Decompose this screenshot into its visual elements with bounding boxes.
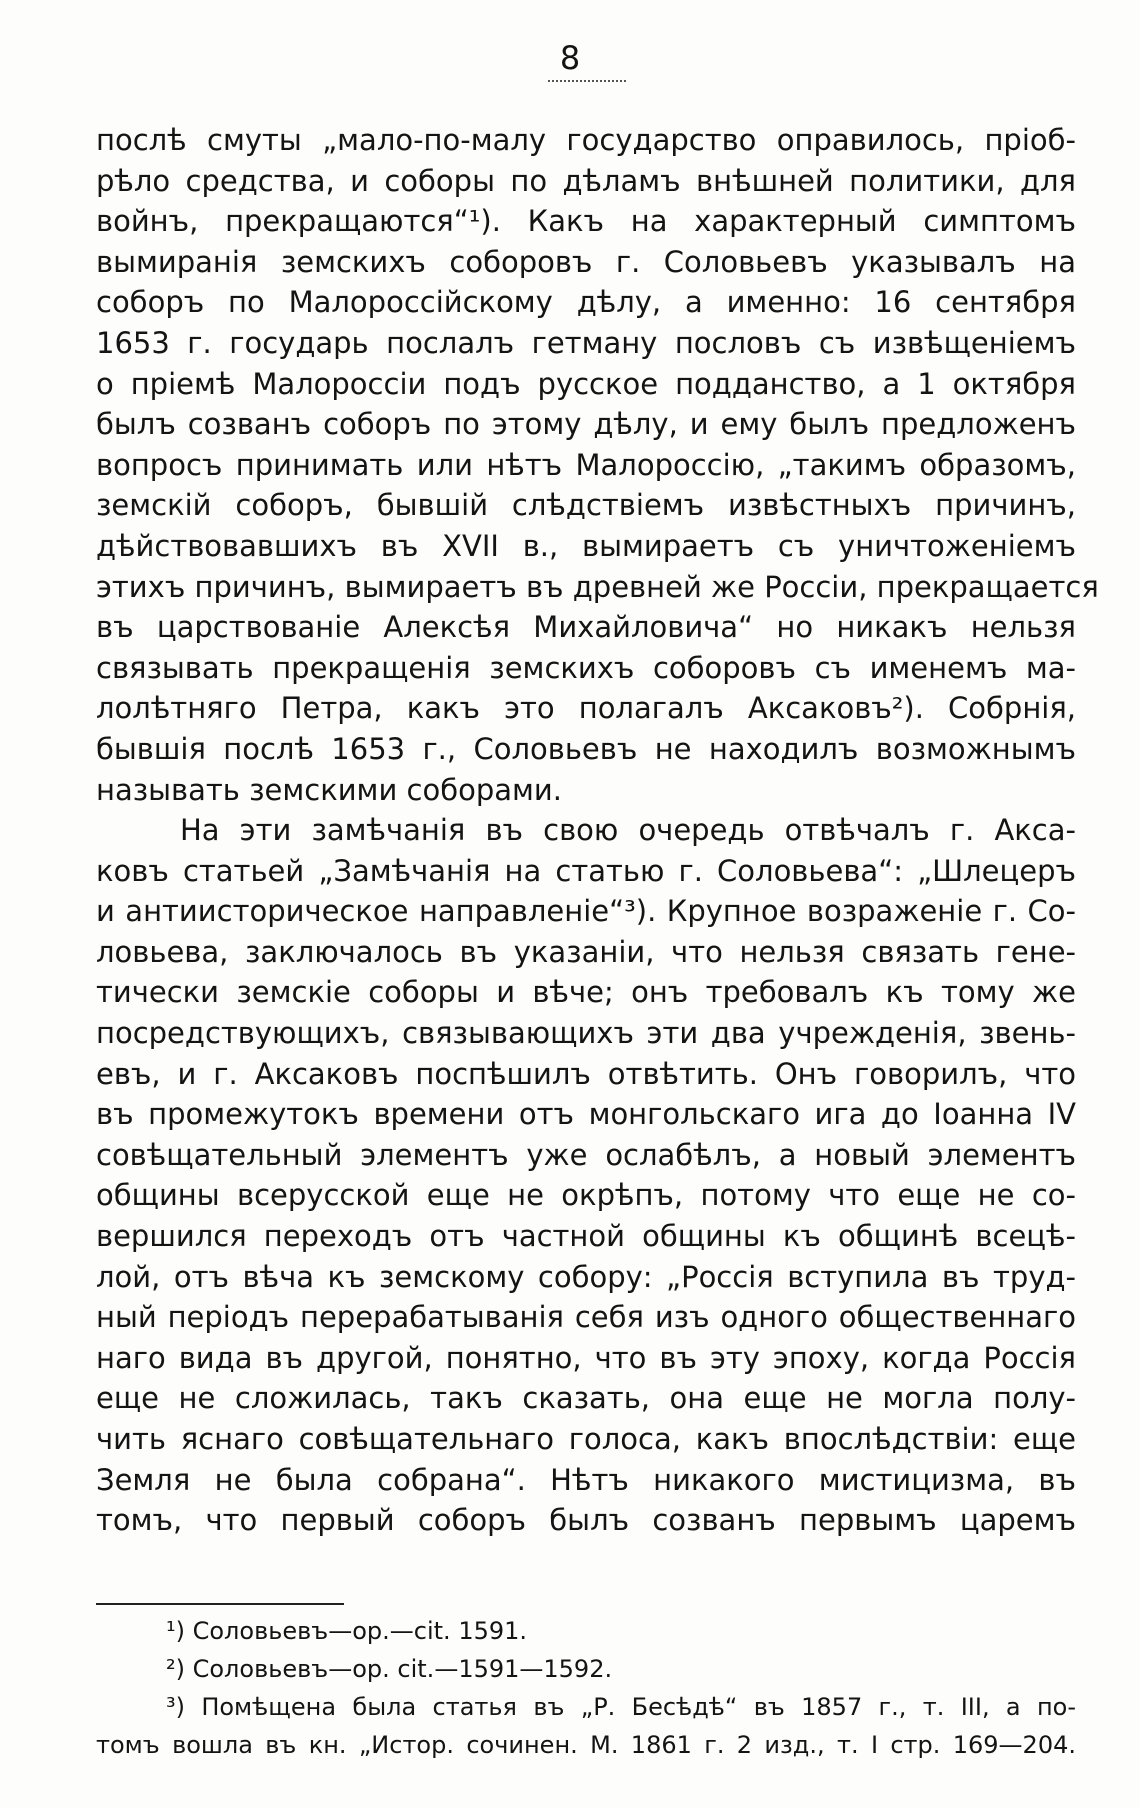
text-line: дѣйствовавшихъ въ XVII в., вымираетъ съ уничтоженіемъ (96, 528, 1076, 563)
footnotes (96, 1612, 1076, 1764)
text-line: лой, отъ вѣча къ земскому собору: „Россія вступила въ труд- (96, 1259, 1076, 1294)
footnote: ²) Соловьевъ—op. cit.—1591—1592. (166, 1655, 613, 1683)
text-line: бывшія послѣ 1653 г., Соловьевъ не находилъ возможнымъ (96, 731, 1076, 766)
text-line: совѣщательный элементъ уже ослабѣлъ, а новый элементъ (96, 1137, 1076, 1172)
text-line: посредствующихъ, связывающихъ эти два учрежденія, звень- (96, 1016, 1076, 1051)
text-line: вершился переходъ отъ частной общины къ общинѣ всецѣ- (96, 1219, 1076, 1254)
text-line: общины всерусской еще не окрѣпъ, потому что еще не со- (96, 1178, 1076, 1213)
text-line: Земля не была собрана“. Нѣтъ никакого мистицизма, въ (96, 1462, 1076, 1497)
text-line: ловьева, заключалось въ указаніи, что нельзя связать гене- (96, 934, 1076, 969)
page-number: 8 (559, 39, 581, 77)
text-line: ковъ статьей „Замѣчанія на статью г. Соловьева“: „Шлецеръ (96, 853, 1076, 888)
footnote: ³) Помѣщена была статья въ „Р. Бесѣдѣ“ въ 1857 г., т. III, а по- (166, 1693, 1076, 1721)
text-line: евъ, и г. Аксаковъ поспѣшилъ отвѣтить. Онъ говорилъ, что (96, 1056, 1076, 1091)
text-line: связывать прекращенія земскихъ соборовъ съ именемъ ма- (96, 650, 1076, 685)
text-line: въ царствованіе Алексѣя Михайловича“ но никакъ нельзя (96, 610, 1076, 645)
footnote-continuation: томъ вошла въ кн. „Истор. сочинен. М. 1861 г. 2 изд., т. I стр. 169—204. (96, 1731, 1076, 1759)
text-line: еще не сложилась, такъ сказать, она еще не могла полу- (96, 1381, 1076, 1416)
page-number-underline (548, 80, 626, 82)
text-line: томъ, что первый соборъ былъ созванъ первымъ царемъ (96, 1503, 1076, 1538)
text-line: вопросъ принимать или нѣтъ Малороссію, „такимъ образомъ, (96, 447, 1076, 482)
text-line: этихъ причинъ, вымираетъ въ древней же Россіи, прекращается (96, 569, 1099, 604)
text-line: наго вида въ другой, понятно, что въ эту эпоху, когда Россія (96, 1340, 1076, 1375)
text-line: послѣ смуты „мало-по-малу государство оправилось, пріоб- (96, 123, 1076, 157)
text-line: чить яснаго совѣщательнаго голоса, какъ впослѣдствіи: еще (96, 1422, 1076, 1456)
text-line: былъ созванъ соборъ по этому дѣлу, и ему былъ предложенъ (96, 407, 1076, 442)
text-line: рѣло средства, и соборы по дѣламъ внѣшней политики, для (96, 163, 1076, 198)
text-line: и антиисторическое направленіе“³). Крупное возраженіе г. Со- (96, 894, 1076, 929)
text-line: вымиранія земскихъ соборовъ г. Соловьевъ указывалъ на (96, 244, 1076, 279)
paragraph-2 (96, 810, 1076, 1541)
footnote: ¹) Соловьевъ—op.—cit. 1591. (166, 1617, 528, 1645)
text-line: называть земскими соборами. (96, 772, 562, 807)
text-line: ный періодъ перерабатыванія себя изъ одного общественнаго (96, 1300, 1076, 1335)
text-line: лолѣтняго Петра, какъ это полагалъ Аксаковъ²). Собрнія, (96, 691, 1076, 726)
paragraph-1 (96, 120, 1099, 810)
text-line: въ промежутокъ времени отъ монгольскаго ига до Іоанна IV (96, 1097, 1076, 1132)
text-line: войнъ, прекращаются“¹). Какъ на характерный симптомъ (96, 204, 1076, 239)
footnote-divider (96, 1603, 344, 1605)
text-line: 1653 г. государь послалъ гетману пословъ съ извѣщеніемъ (96, 325, 1076, 360)
text-line: соборъ по Малороссійскому дѣлу, а именно: 16 сентября (96, 285, 1076, 320)
body-text (96, 120, 1099, 1541)
text-line: о пріемѣ Малороссіи подъ русское подданство, а 1 октября (96, 366, 1076, 401)
text-line: На эти замѣчанія въ свою очередь отвѣчалъ г. Акса- (180, 813, 1076, 848)
text-line: тически земскіе соборы и вѣче; онъ требовалъ къ тому же (96, 975, 1076, 1010)
text-line: земскій соборъ, бывшій слѣдствіемъ извѣстныхъ причинъ, (96, 488, 1076, 523)
